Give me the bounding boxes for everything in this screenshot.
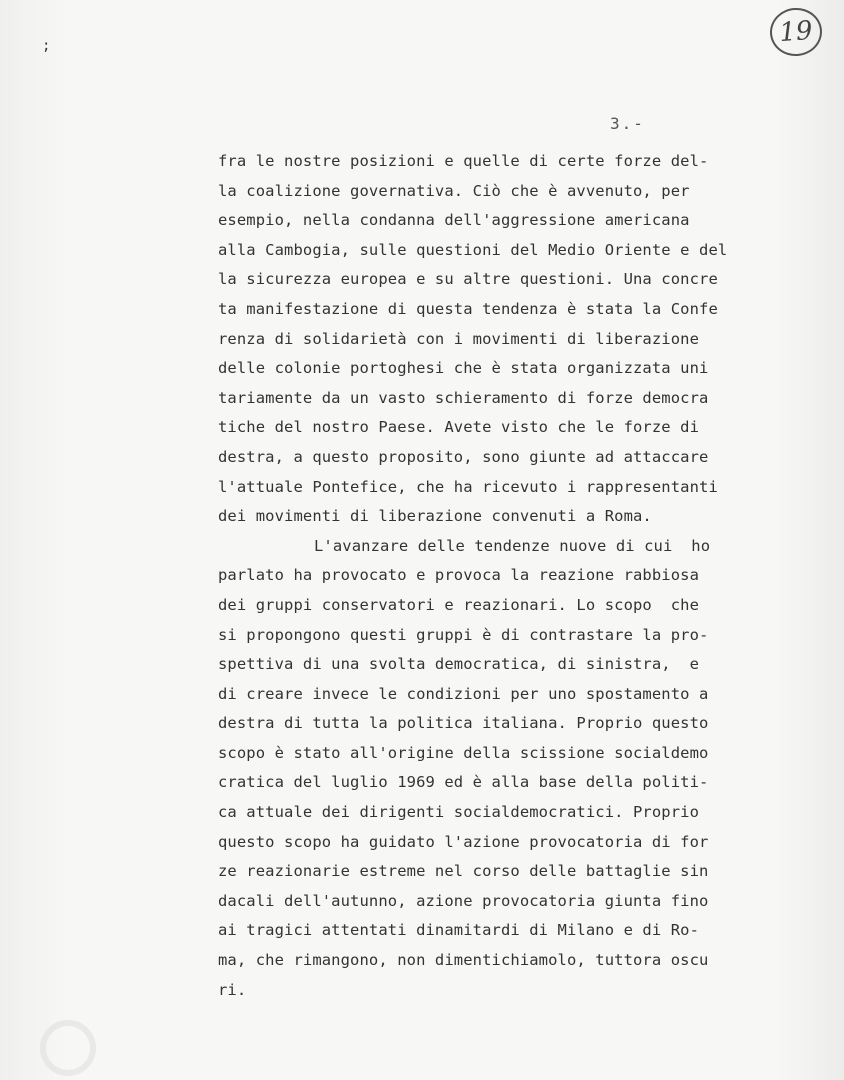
text-line: di creare invece le condizioni per uno spostamento a [218,684,709,703]
text-line: tariamente da un vasto schieramento di forze democra [218,388,709,407]
margin-mark: ; [42,38,51,54]
text-line: dei movimenti di liberazione convenuti a Roma. [218,507,652,526]
stamp-number: 19 [778,15,814,49]
text-line: la sicurezza europea e su altre questioni. Una concre [218,270,718,289]
text-line: delle colonie portoghesi che è stata organizzata uni [218,359,709,378]
typed-page-number: 3.- [610,114,645,133]
text-line: ze reazionarie estreme nel corso delle battaglie sin [218,862,709,881]
text-line: parlato ha provocato e provoca la reazione rabbiosa [218,566,700,585]
document-body [218,147,818,1005]
margin-marks [42,40,50,52]
text-line: la coalizione governativa. Ciò che è avvenuto, per [218,181,690,200]
text-line: renza di solidarietà con i movimenti di liberazione [218,329,700,348]
page-number-stamp [768,6,823,58]
text-line: alla Cambogia, sulle questioni del Medio Oriente e del [218,240,728,259]
text-line: fra le nostre posizioni e quelle di certe forze del- [218,152,709,170]
text-line: scopo è stato all'origine della scissione socialdemo [218,743,709,762]
text-line: dacali dell'autunno, azione provocatoria giunta fino [218,891,709,910]
text-line: ma, che rimangono, non dimentichiamolo, tuttora oscu [218,951,709,970]
paragraph-2 [218,532,818,1006]
text-line: esempio, nella condanna dell'aggressione americana [218,211,690,230]
archive-watermark [0,985,200,1075]
text-line: dei gruppi conservatori e reazionari. Lo scopo che [218,595,700,614]
watermark-logo-icon [40,1020,96,1076]
text-line: L'avanzare delle tendenze nuove di cui ho [314,536,711,555]
text-line: ri. [218,980,247,999]
text-line: destra, a questo proposito, sono giunte ad attaccare [218,447,709,466]
text-line: l'attuale Pontefice, che ha ricevuto i rappresentanti [218,477,718,496]
text-line: si propongono questi gruppi è di contrastare la pro- [218,625,709,644]
paragraph-1 [218,147,818,532]
text-line: questo scopo ha guidato l'azione provocatoria di for [218,832,709,851]
text-line: cratica del luglio 1969 ed è alla base della politi- [218,773,709,792]
text-line: spettiva di una svolta democratica, di sinistra, e [218,655,700,674]
text-line: ca attuale dei dirigenti socialdemocratici. Proprio [218,803,700,822]
text-line: ai tragici attentati dinamitardi di Milano e di Ro- [218,921,700,940]
text-line: destra di tutta la politica italiana. Proprio questo [218,714,709,733]
text-line: ta manifestazione di questa tendenza è stata la Confe [218,299,718,318]
text-line: tiche del nostro Paese. Avete visto che le forze di [218,418,700,437]
